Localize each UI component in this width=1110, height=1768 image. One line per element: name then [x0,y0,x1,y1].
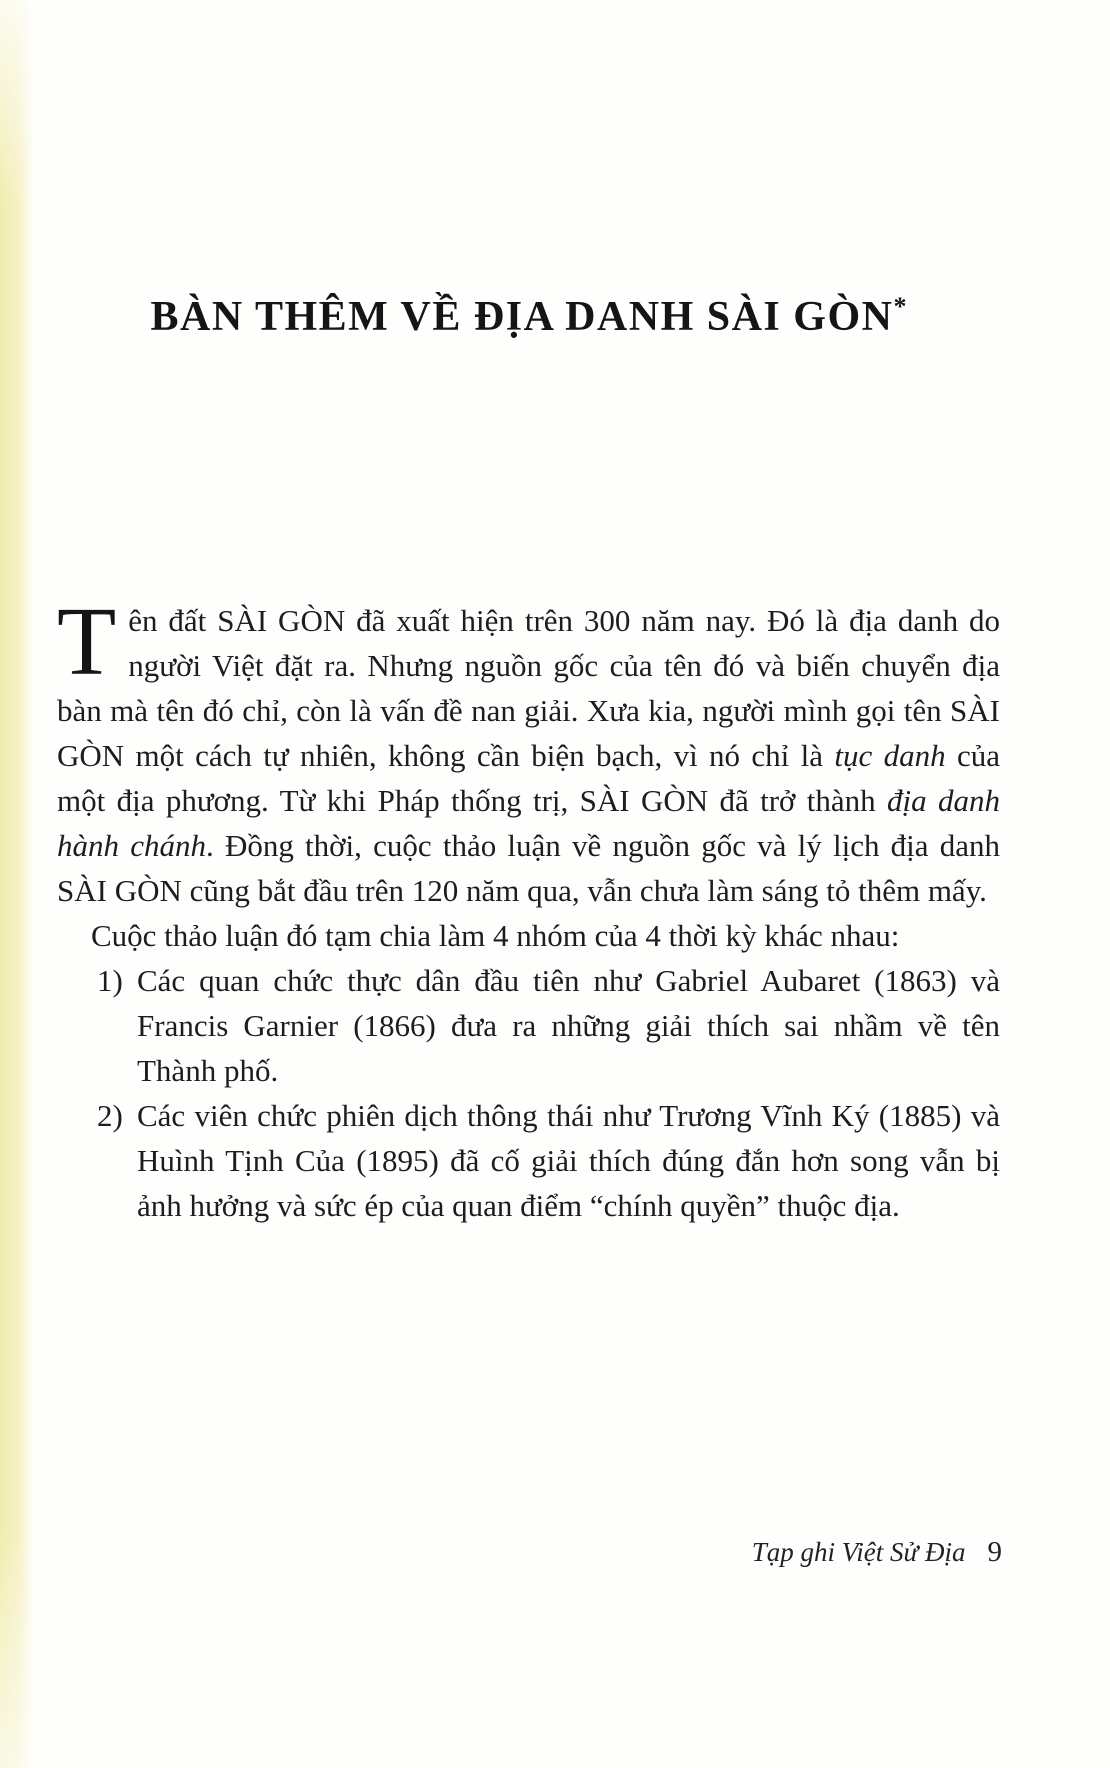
intro-list-paragraph: Cuộc thảo luận đó tạm chia làm 4 nhóm của 4 thời kỳ khác nhau: [91,918,900,953]
article-title-text: BÀN THÊM VỀ ĐỊA DANH SÀI GÒN [150,294,894,340]
article-body [57,588,1001,1228]
page-footer [752,1536,1002,1569]
list-item-number: 2) [97,1098,123,1133]
list-item-text: Các quan chức thực dân đầu tiên như Gabriel Aubaret (1863) và Francis Garnier (1866) đưa ra những giải thích sai nhầm về tên Thành phố. [137,963,1000,1088]
opening-paragraph [57,588,1001,913]
drop-cap: T [57,588,117,695]
list-item-text: Các viên chức phiên dịch thông thái như Trương Vĩnh Ký (1885) và Huình Tịnh Của (1895) đã cố giải thích đúng đắn hơn song vẫn bị ảnh hưởng và sức ép của quan điểm “chính quyền” thuộc địa. [137,1098,1000,1223]
page-number: 9 [987,1536,1002,1568]
article-title [57,292,1000,341]
list-item [57,958,1000,1093]
opening-paragraph-text: ên đất SÀI GÒN đã xuất hiện trên 300 năm nay. Đó là địa danh do người Việt đặt ra. Nhưng nguồn gốc của tên đó và biến chuyển địa bàn mà tên đó chỉ, còn là vấn đề nan giải. Xưa kia, người mình gọi tên SÀI GÒN một cách tự nhiên, không cần biện bạch, vì nó chỉ là tục danh của một địa phương. Từ khi Pháp thống trị, SÀI GÒN đã trở thành địa danh hành chánh. Đồng thời, cuộc thảo luận về nguồn gốc và lý lịch địa danh SÀI GÒN cũng bắt đầu trên 120 năm qua, vẫn chưa làm sáng tỏ thêm mấy. [57,603,1001,908]
scanned-page-edge-fade [0,0,34,1768]
list-item [57,1093,1000,1228]
numbered-list [57,958,1000,1228]
title-footnote-asterisk: * [893,292,907,321]
list-item-number: 1) [97,963,123,998]
journal-title: Tạp ghi Việt Sử Địa [751,1537,966,1567]
